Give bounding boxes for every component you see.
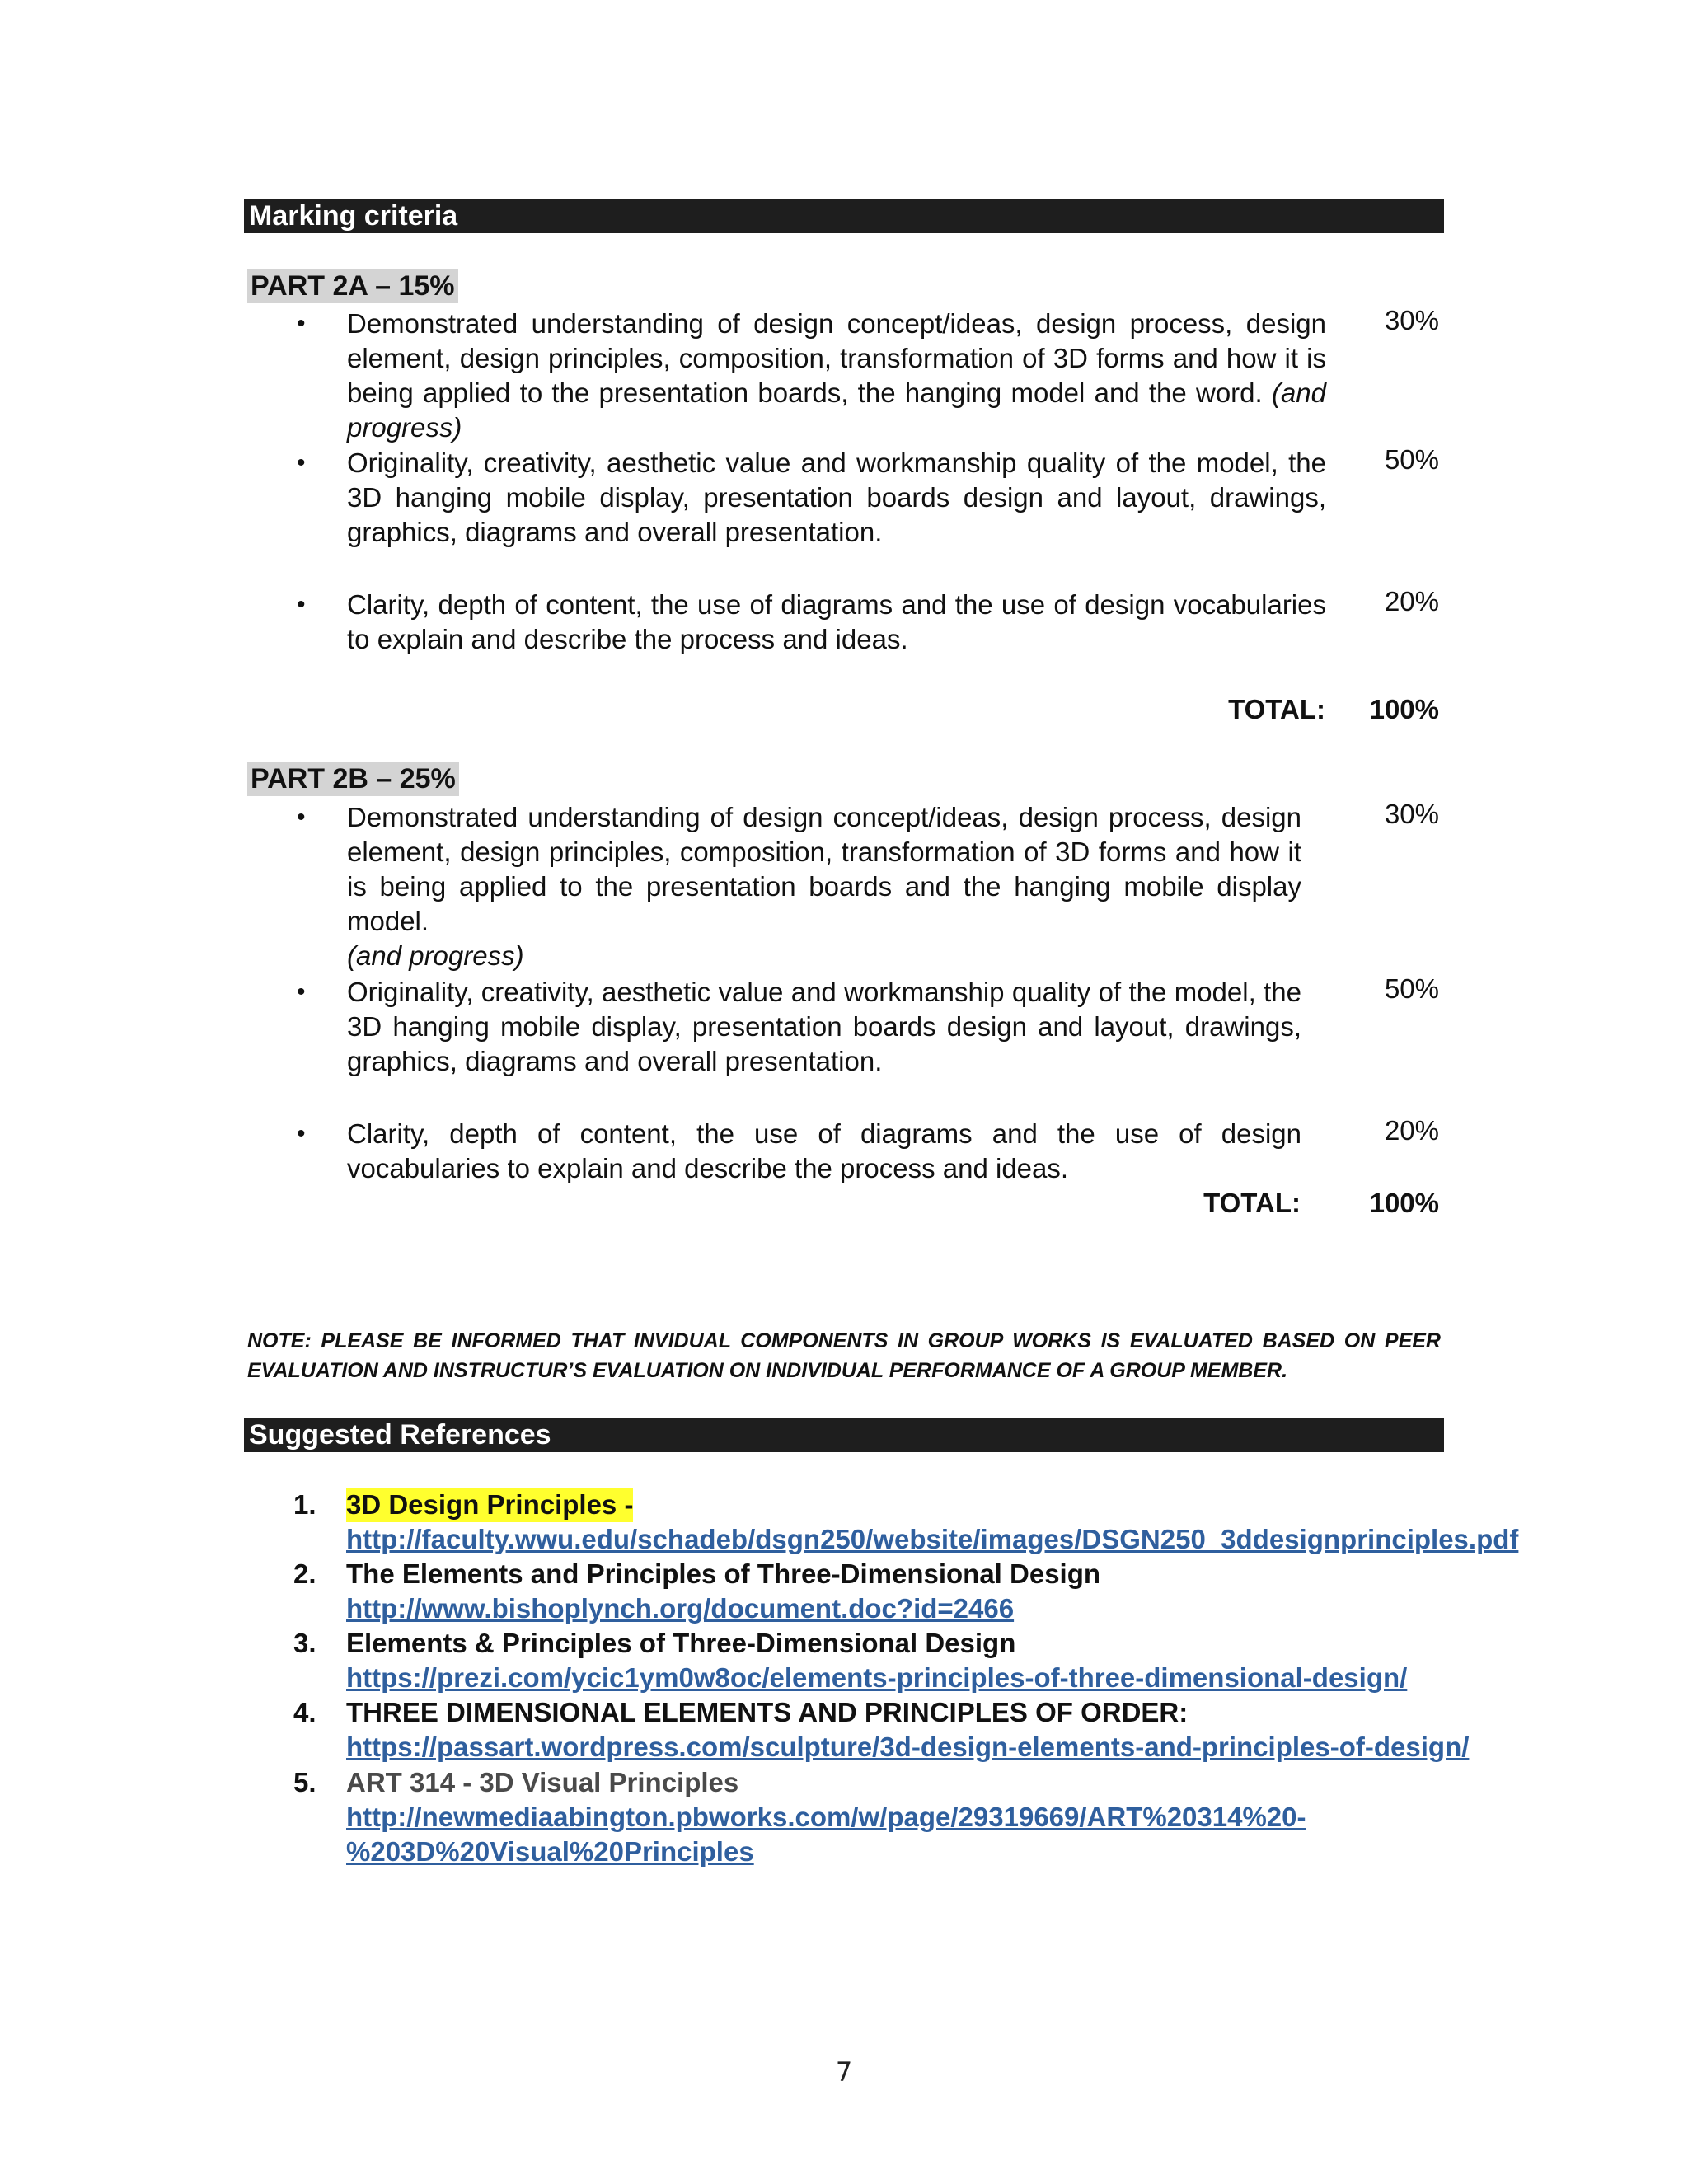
- part-2a-criterion-1: [347, 307, 1326, 445]
- evaluation-note: NOTE: PLEASE BE INFORMED THAT INVIDUAL COMPONENTS IN GROUP WORKS IS EVALUATED BASED ON PEER EVALUATION AND INSTRUCTUR’S EVALUATION ON INDIVIDUAL PERFORMANCE OF A GROUP MEMBER.: [247, 1329, 1441, 1382]
- part-2a-criterion-2-percent: 50%: [1384, 444, 1439, 475]
- reference-title: ART 314 - 3D Visual Principles: [346, 1767, 739, 1797]
- bullet-icon: •: [297, 449, 306, 476]
- criterion-text: Demonstrated understanding of design concept/ideas, design process, design element, design principles, composition, transformation of 3D forms and how it is being applied to the presentation boards, the hanging model and the word.: [347, 308, 1326, 408]
- bullet-icon: •: [297, 978, 306, 1005]
- part-2a-criterion-3: Clarity, depth of content, the use of diagrams and the use of design vocabularies to explain and describe the process and ideas.: [347, 589, 1326, 654]
- part-2b-criterion-2: Originality, creativity, aesthetic value and workmanship quality of the model, the 3D hanging mobile display, presentation boards design and layout, drawings, graphics, diagrams and overall presentation.: [347, 977, 1301, 1076]
- part-2b-heading: PART 2B – 25%: [247, 762, 459, 796]
- part-2b-criterion-1: [347, 800, 1301, 973]
- page-number: 7: [835, 2056, 853, 2088]
- criterion-italic-note: (and progress): [347, 377, 1327, 443]
- reference-link[interactable]: http://newmediaabington.pbworks.com/w/page/29319669/ART%20314%20-: [346, 1802, 1306, 1832]
- part-2b-criterion-3-percent: 20%: [1384, 1115, 1439, 1146]
- bullet-icon: •: [297, 310, 306, 337]
- reference-number: 1.: [293, 1489, 316, 1520]
- part-2a-heading: PART 2A – 15%: [247, 269, 458, 303]
- reference-link[interactable]: https://prezi.com/ycic1ym0w8oc/elements-principles-of-three-dimensional-design/: [346, 1662, 1408, 1693]
- part-2b-total-value: 100%: [1369, 1188, 1439, 1218]
- reference-number: 4.: [293, 1697, 316, 1727]
- reference-number: 2.: [293, 1558, 316, 1589]
- part-2b-total-label: TOTAL:: [1203, 1188, 1301, 1218]
- suggested-references-header: Suggested References: [244, 1418, 1444, 1452]
- part-2a-total-value: 100%: [1369, 694, 1439, 724]
- part-2b-criterion-3: Clarity, depth of content, the use of diagrams and the use of design vocabularies to explain and describe the process and ideas.: [347, 1118, 1301, 1183]
- bullet-icon: •: [297, 1120, 306, 1147]
- reference-title: 3D Design Principles -: [346, 1488, 633, 1522]
- reference-number: 5.: [293, 1767, 316, 1797]
- reference-link-continued[interactable]: %203D%20Visual%20Principles: [346, 1836, 754, 1867]
- part-2a-criterion-1-percent: 30%: [1384, 305, 1439, 335]
- bullet-icon: •: [297, 591, 306, 618]
- reference-link[interactable]: http://www.bishoplynch.org/document.doc?id=2466: [346, 1593, 1015, 1624]
- part-2a-criterion-3-percent: 20%: [1384, 586, 1439, 616]
- reference-number: 3.: [293, 1628, 316, 1658]
- reference-link[interactable]: https://passart.wordpress.com/sculpture/3d-design-elements-and-principles-of-design/: [346, 1732, 1470, 1762]
- part-2a-criterion-2: Originality, creativity, aesthetic value and workmanship quality of the model, the 3D hanging mobile display, presentation boards design and layout, drawings, graphics, diagrams and overall presentation.: [347, 448, 1326, 547]
- criterion-italic-note: (and progress): [347, 940, 524, 971]
- part-2a-total-label: TOTAL:: [1228, 694, 1325, 724]
- part-2b-criterion-1-percent: 30%: [1384, 799, 1439, 829]
- marking-criteria-header: Marking criteria: [244, 199, 1444, 233]
- bullet-icon: •: [297, 804, 306, 831]
- reference-link[interactable]: http://faculty.wwu.edu/schadeb/dsgn250/website/images/DSGN250_3ddesignprinciples.pdf: [346, 1524, 1519, 1554]
- criterion-text: Demonstrated understanding of design concept/ideas, design process, design element, design principles, composition, transformation of 3D forms and how it is being applied to the presentation boards and the hanging mobile display model.: [347, 802, 1301, 936]
- part-2b-criterion-2-percent: 50%: [1384, 973, 1439, 1004]
- reference-title: The Elements and Principles of Three-Dimensional Design: [346, 1558, 1101, 1589]
- reference-title: Elements & Principles of Three-Dimensional Design: [346, 1628, 1016, 1658]
- reference-title: THREE DIMENSIONAL ELEMENTS AND PRINCIPLES OF ORDER:: [346, 1697, 1189, 1727]
